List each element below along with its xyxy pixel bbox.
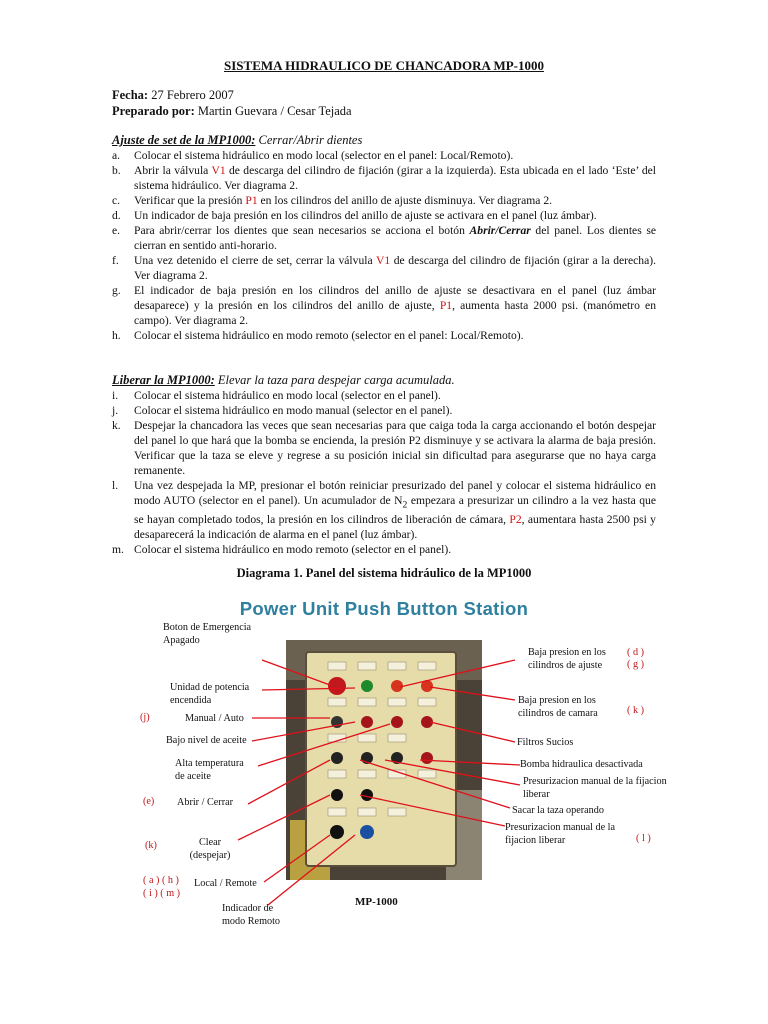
document-title: SISTEMA HIDRAULICO DE CHANCADORA MP-1000: [224, 58, 544, 73]
section-2-subtitle: Elevar la taza para despejar carga acumulada.: [217, 373, 455, 387]
section-2-list: [112, 388, 656, 557]
valve-ref: V1: [211, 164, 226, 177]
list-item: [112, 418, 656, 478]
manual-auto-selector-icon: [331, 716, 343, 728]
item-letter: k.: [112, 419, 121, 432]
item-text: El indicador de baja presión en los cilindros del anillo de ajuste se desactivara en el panel (luz ámbar desaparece) y la presión en los cilindros del anillo de ajuste, P1, aumenta hasta 2000 psi. (manómetro en campo). Ver diagrama 2.: [134, 284, 656, 327]
panel-photo: [286, 640, 482, 880]
label-pump-disabled: Bomba hidraulica desactivada: [520, 759, 643, 770]
label-dirty-filters: Filtros Sucios: [517, 737, 574, 748]
label-low-pressure-adjust: Baja presion en los cilindros de ajuste: [528, 647, 606, 671]
item-text: Un indicador de baja presión en los cilindros del anillo de ajuste se activara en el panel (luz ámbar).: [134, 209, 597, 222]
subscript: 2: [402, 499, 408, 511]
item-letter: i.: [112, 389, 119, 402]
label-open-close: Abrir / Cerrar: [177, 797, 234, 808]
chamber-pressure-light-icon: [421, 680, 433, 692]
label-clear: Clear (despejar): [189, 837, 231, 861]
list-item: [112, 148, 656, 163]
list-item: [112, 328, 656, 343]
pressure-ref: P1: [439, 299, 453, 312]
photo-caption: MP-1000: [355, 896, 398, 908]
valve-ref: V1: [376, 254, 391, 267]
section-1-heading: [112, 133, 362, 148]
label-low-pressure-chamber: Baja presion en los cilindros de camara: [518, 695, 598, 719]
item-letter: m.: [112, 543, 124, 557]
low-pressure-light-icon: [391, 680, 403, 692]
item-text: Despejar la chancadora las veces que sean necesarias para que caiga toda la carga accionando el botón despejar del panel lo que hará que la bomba se encienda, la presión P2 disminuye y se activara la alarma de baja presión. Verificar que la taza se eleve y regrese a su posición inicial sin dificultad para asegurarse que no haya carga remanente.: [134, 419, 656, 477]
date-value: 27 Febrero 2007: [151, 88, 234, 102]
label-low-oil: Bajo nivel de aceite: [166, 735, 247, 746]
item-text: Colocar el sistema hidráulico en modo local (selector en el panel: Local/Remoto).: [134, 149, 514, 162]
item-letter: g.: [112, 284, 121, 297]
label-local-remote: Local / Remote: [194, 878, 257, 889]
item-letter: j.: [112, 404, 119, 417]
item-text: Colocar el sistema hidráulico en modo remoto (selector en el panel).: [134, 543, 452, 557]
pressure-ref: P1: [245, 194, 258, 207]
prepared-by-line: [112, 104, 352, 119]
item-text: Verificar que la presión P1 en los cilindros del anillo de ajuste disminuya. Ver diagrama 2.: [134, 194, 553, 207]
pump-disabled-light-icon: [421, 752, 433, 764]
item-letter: f.: [112, 254, 119, 267]
code-e: (e): [143, 796, 155, 807]
section-2-heading: [112, 373, 455, 388]
code-l: ( l ): [636, 833, 651, 844]
list-item: [112, 163, 656, 193]
item-letter: l.: [112, 479, 119, 492]
item-letter: c.: [112, 194, 121, 207]
label-manual-auto: Manual / Auto: [185, 713, 244, 724]
list-item: [112, 478, 656, 542]
open-close-selector-icon: [331, 752, 343, 764]
item-letter: e.: [112, 224, 121, 237]
pressure-ref: P2: [509, 513, 522, 527]
label-manual-pressurize-2: Presurizacion manual de la fijacion liberar: [505, 822, 616, 846]
code-g: ( g ): [627, 659, 644, 670]
code-a-h: ( a ) ( h ): [143, 875, 179, 886]
item-text: Abrir la válvula V1 de descarga del cilindro de fijación (girar a la izquierda). Esta ubicada en el lado ‘Este’ del sistema hidráulico. Ver diagrama 2.: [134, 164, 656, 192]
list-item: [112, 193, 656, 208]
local-remote-selector-icon: [330, 825, 344, 839]
item-text: Colocar el sistema hidráulico en modo manual (selector en el panel).: [134, 404, 453, 417]
code-k-right: ( k ): [627, 705, 644, 716]
power-on-light-icon: [361, 680, 373, 692]
code-j: (j): [140, 712, 150, 723]
button-ref: Abrir/Cerrar: [469, 224, 531, 237]
section-2-title: Liberar la MP1000:: [112, 373, 215, 387]
section-1-subtitle: Cerrar/Abrir dientes: [258, 133, 363, 147]
date-label: Fecha:: [112, 88, 149, 102]
item-text: Una vez detenido el cierre de set, cerrar la válvula V1 de descarga del cilindro de fijación (girar a la derecha). Ver diagrama 2.: [134, 254, 656, 282]
code-i-m: ( i ) ( m ): [143, 888, 181, 899]
clear-button-icon: [331, 789, 343, 801]
list-item: [112, 388, 656, 403]
label-bowl-operating: Sacar la taza operando: [512, 805, 604, 816]
list-item: [112, 542, 656, 557]
label-high-oil-temp: Alta temperatura de aceite: [175, 758, 244, 782]
list-item: [112, 223, 656, 253]
section-1-list: [112, 148, 656, 343]
diagram-title: Diagrama 1. Panel del sistema hidráulico de la MP1000: [236, 566, 532, 580]
list-item: [112, 283, 656, 328]
list-item: [112, 253, 656, 283]
power-unit-heading: Power Unit Push Button Station: [239, 598, 529, 619]
section-1-title: Ajuste de set de la MP1000:: [112, 133, 256, 147]
prepared-label: Preparado por:: [112, 104, 195, 118]
remote-mode-light-icon: [360, 825, 374, 839]
item-text: Una vez despejada la MP, presionar el botón reiniciar presurizado del panel y colocar el sistema hidráulico en modo AUTO (selector en el panel). Un acumulador de $N_2$ empezara a presurizar un cilindro a la vez hasta que se hayan completado todos, la presión en los cilindros de liberación de cámara, P2, aumentara hasta 2500 psi y desaparecerá la indicación de alarma en el panel (luz ámbar).: [134, 479, 657, 542]
label-power-unit-on: Unidad de potencia encendida: [170, 682, 250, 706]
list-item: [112, 403, 656, 418]
date-line: [112, 88, 234, 103]
item-text: Colocar el sistema hidráulico en modo local (selector en el panel).: [134, 389, 441, 402]
emergency-stop-icon: [328, 677, 346, 695]
item-letter: h.: [112, 329, 121, 342]
code-d: ( d ): [627, 647, 644, 658]
item-letter: a.: [112, 149, 121, 162]
code-k: (k): [145, 840, 157, 851]
item-text: Para abrir/cerrar los dientes que sean necesarios se acciona el botón Abrir/Cerrar del panel. Los dientes se cierran en sentido anti-horario.: [134, 224, 656, 252]
label-emergency-stop: Boton de Emergencia Apagado: [163, 622, 252, 646]
item-text: Colocar el sistema hidráulico en modo remoto (selector en el panel: Local/Remoto).: [134, 329, 524, 342]
dirty-filter-light-icon: [421, 716, 433, 728]
label-remote-indicator: Indicador de modo Remoto: [222, 903, 281, 927]
list-item: [112, 208, 656, 223]
label-manual-pressurize: Presurizacion manual de la fijacion liberar: [523, 776, 667, 800]
item-letter: d.: [112, 209, 121, 222]
prepared-value: Martin Guevara / Cesar Tejada: [197, 104, 352, 118]
item-letter: b.: [112, 164, 121, 177]
